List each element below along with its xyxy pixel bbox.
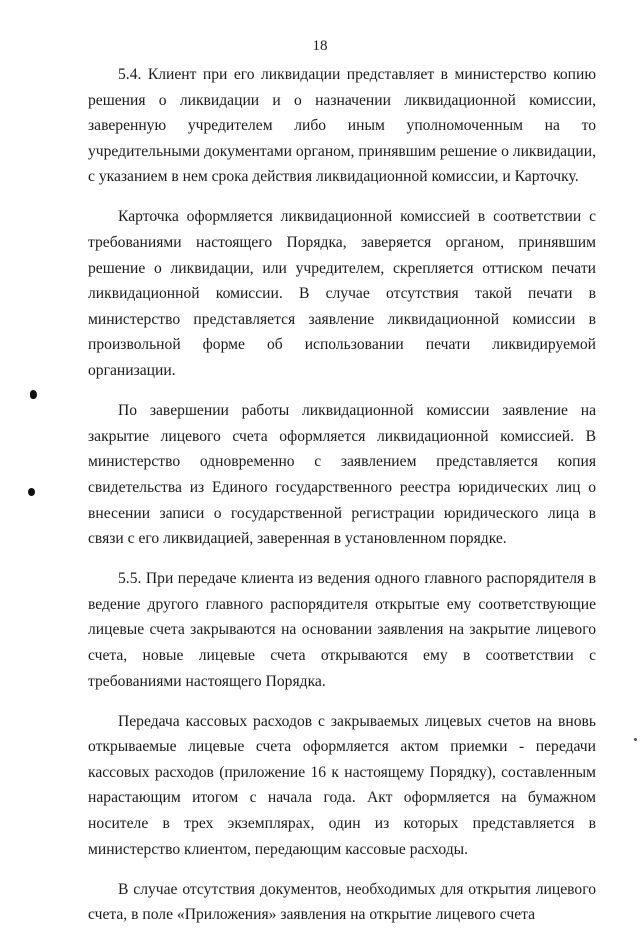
paragraph-5-4: 5.4. Клиент при его ликвидации представляет в министерство копию решения о ликвидации и о назначении ликвидационной комиссии, заверенную учредителем либо иным уполномоченным на то учредительными документами органом, принявшим решение о ликвидации, с указанием в нем срока действия ликвидационной комиссии, и Карточку. [88, 66, 596, 186]
binder-hole-mark-bottom [28, 488, 35, 496]
document-body [88, 62, 596, 928]
paragraph-missing-documents: В случае отсутствия документов, необходимых для открытия лицевого счета, в поле «Приложения» заявления на открытие лицевого счета [88, 880, 596, 924]
scan-speck [634, 738, 637, 741]
paragraph-5-5: 5.5. При передаче клиента из ведения одного главного распорядителя в ведение другого главного распорядителя открытые ему соответствующие лицевые счета закрываются на основании заявления на закрытие лицевого счета, новые лицевые счета открываются ему в соответствии с требованиями настоящего Порядка. [88, 570, 596, 690]
page-number: 18 [312, 38, 328, 54]
paragraph-account-closure: По завершении работы ликвидационной комиссии заявление на закрытие лицевого счета оформляется ликвидационной комиссией. В министерство одновременно с заявлением представляется копия свидетельства из Единого государственного реестра юридических лиц о внесении записи о государственной регистрации юридического лица в связи с его ликвидацией, заверенная в установленном порядке. [88, 402, 596, 548]
paragraph-card-certification: Карточка оформляется ликвидационной комиссией в соответствии с требованиями настоящего Порядка, заверяется органом, принявшим решение о ликвидации, или учредителем, скрепляется оттиском печати ликвидационной комиссии. В случае отсутствия такой печати в министерство представляется заявление ликвидационной комиссии в произвольной форме об использовании печати ликвидируемой организации. [88, 208, 596, 380]
paragraph-cash-transfer: Передача кассовых расходов с закрываемых лицевых счетов на вновь открываемые лицевые счета оформляется актом приемки - передачи кассовых расходов (приложение 16 к настоящему Порядку), составленным нарастающим итогом с начала года. Акт оформляется на бумажном носителе в трех экземплярах, один из которых представляется в министерство клиентом, передающим кассовые расходы. [88, 712, 596, 858]
binder-hole-mark-top [30, 390, 37, 399]
